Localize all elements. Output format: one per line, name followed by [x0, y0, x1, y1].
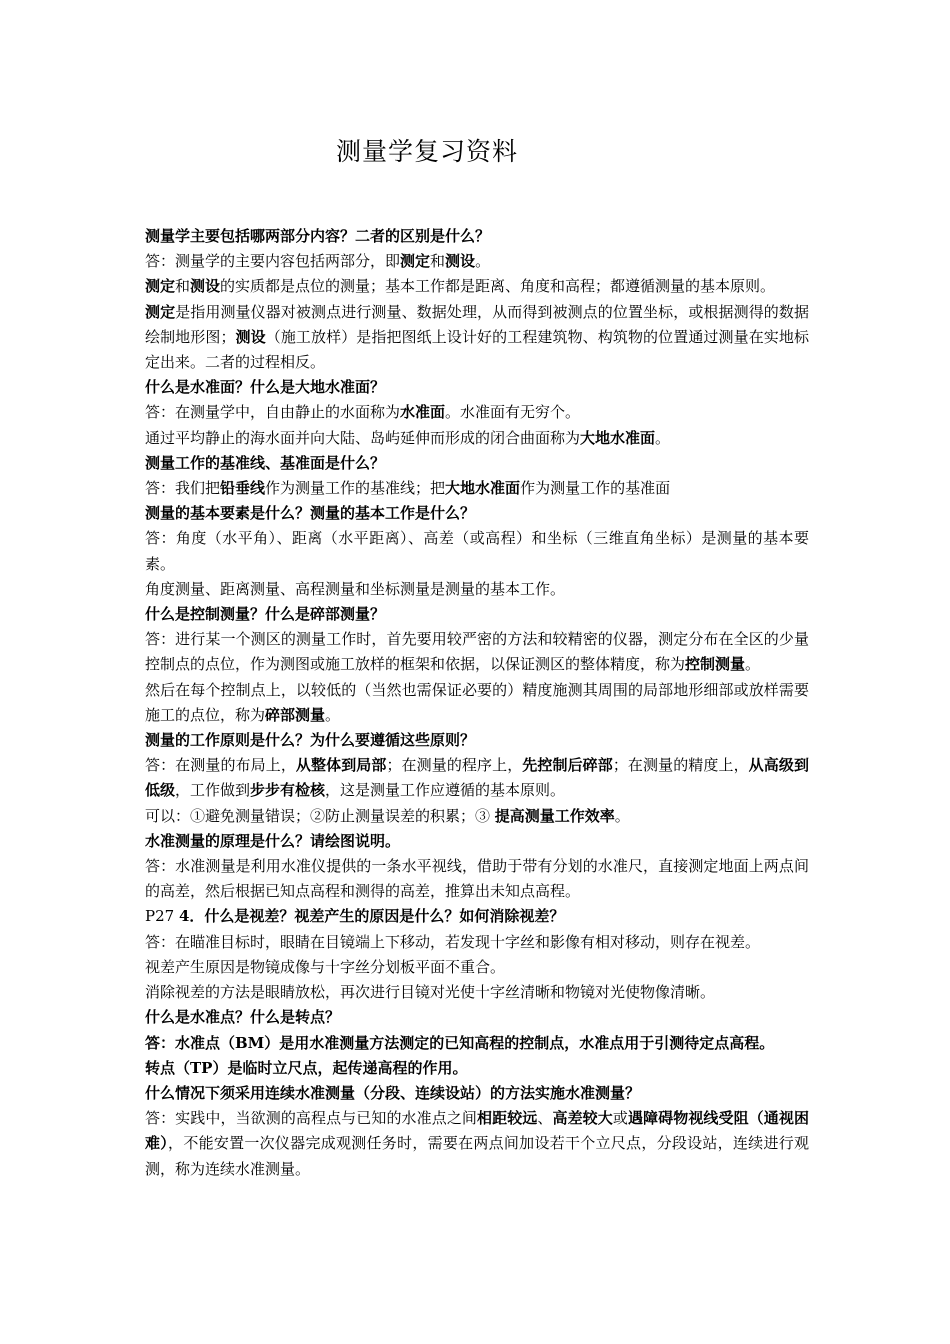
bold-text-run: 高差较大	[552, 1109, 613, 1128]
answer-paragraph	[145, 854, 809, 904]
question-heading	[145, 1056, 809, 1081]
document-body	[145, 224, 809, 1182]
answer-paragraph	[145, 904, 809, 929]
bold-text-run: 控制测量	[685, 655, 746, 674]
text-run: ；在测量的程序上，	[386, 756, 523, 775]
text-run: 。	[745, 655, 761, 674]
question-heading	[145, 1005, 809, 1030]
question-heading	[145, 1031, 809, 1056]
bold-text-run: 水准测量的原理是什么？请绘图说明。	[145, 831, 401, 850]
text-run: ；在测量的精度上，	[612, 756, 749, 775]
bold-text-run: 测设	[445, 252, 476, 271]
bold-text-run: 测量学主要包括哪两部分内容？二者的区别是什么？	[145, 227, 491, 245]
bold-text-run: 4．什么是视差？视差产生的原因是什么？如何消除视差？	[178, 907, 565, 926]
text-run: 、	[537, 1109, 553, 1128]
bold-text-run: 测量的工作原则是什么？为什么要遵循这些原则？	[145, 731, 476, 750]
bold-text-run: 什么情况下须采用连续水准测量（分段、连续设站）的方法实施水准测量？	[145, 1083, 641, 1102]
text-run: 答：实践中，当欲测的高程点与已知的水准点之间	[145, 1109, 478, 1128]
question-heading	[145, 375, 809, 400]
answer-paragraph	[145, 274, 809, 299]
bold-text-run: 什么是控制测量？什么是碎部测量？	[145, 605, 386, 624]
text-run: 作为测量工作的基准面	[520, 479, 671, 498]
bold-text-run: 从高级到低级	[145, 756, 809, 800]
answer-paragraph	[145, 930, 809, 955]
bold-text-run: 步步有检核	[250, 781, 326, 800]
text-run: ，工作做到	[175, 781, 251, 800]
text-run: 的实质都是点位的测量；基本工作都是距离、角度和高程；都遵循测量的基本原则。	[220, 277, 776, 296]
text-run: ，这是测量工作应遵循的基本原则。	[325, 781, 566, 800]
text-run: 或	[612, 1109, 628, 1128]
bold-text-run: 测量的基本要素是什么？测量的基本工作是什么？	[145, 504, 476, 523]
bold-text-run: 什么是水准面？什么是大地水准面？	[145, 378, 386, 397]
bold-text-run: 先控制后碎部	[522, 756, 613, 775]
answer-paragraph	[145, 753, 809, 803]
bold-text-run: 大地水准面	[445, 479, 521, 498]
question-heading	[145, 501, 809, 526]
text-run: 是指用测量仪器对被测点进行测量、数据处理，从而得到被测点的位置坐标，或根据测得的数据绘制地形图；	[145, 302, 809, 346]
bold-text-run: 测定	[145, 277, 176, 296]
bold-text-run: 测定	[145, 302, 176, 321]
answer-paragraph	[145, 678, 809, 728]
bold-text-run: 测量工作的基准线、基准面是什么？	[145, 453, 386, 472]
question-heading	[145, 829, 809, 854]
answer-paragraph	[145, 400, 809, 425]
answer-paragraph	[145, 526, 809, 576]
answer-paragraph	[145, 426, 809, 451]
text-run: ，不能安置一次仪器完成观测任务时，需要在两点间加设若干个立尺点，分段设站，连续进行观测，称为连续水准测量。	[145, 1134, 809, 1178]
text-run: 答：我们把	[145, 479, 221, 498]
text-run: 可以：①避免测量错误；②防止测量误差的积累；③	[145, 806, 495, 825]
text-run: 答：在瞄准目标时，眼睛在目镜端上下移动，若发现十字丝和影像有相对移动，则存在视差。	[145, 932, 761, 951]
bold-text-run: 提高测量工作效率	[494, 806, 615, 825]
bold-text-run: 遇障碍物视线受阻（通视困难）	[145, 1109, 809, 1153]
bold-text-run: 相距较远	[477, 1109, 538, 1128]
answer-paragraph	[145, 627, 809, 677]
answer-paragraph	[145, 804, 809, 829]
bold-text-run: 什么是水准点？什么是转点？	[145, 1008, 341, 1027]
text-run: 。	[614, 806, 630, 825]
question-heading	[145, 728, 809, 753]
text-run: 。	[325, 705, 341, 724]
text-run: 答：进行某一个测区的测量工作时，首先要用较严密的方法和较精密的仪器，测定分布在全区的少量控制点的点位，作为测图或施工放样的框架和依据，以保证测区的整体精度，称为	[145, 630, 809, 674]
text-run: （施工放样）是指把图纸上设计好的工程建筑物、构筑物的位置通过测量在实地标定出来。二者的过程相反。	[145, 327, 809, 372]
document-title: 测量学复习资料	[336, 137, 519, 166]
text-run: 消除视差的方法是眼睛放松，再次进行目镜对光使十字丝清晰和物镜对光使物像清晰。	[145, 983, 716, 1002]
text-run: 通过平均静止的海水面并向大陆、岛屿延伸而形成的闭合曲面称为	[145, 428, 581, 447]
text-run: 视差产生原因是物镜成像与十字丝分划板平面不重合。	[145, 957, 506, 976]
text-run: P27	[145, 907, 179, 926]
question-heading	[145, 224, 809, 249]
bold-text-run: 碎部测量	[265, 705, 326, 724]
answer-paragraph	[145, 1106, 809, 1182]
text-run: 和	[175, 277, 191, 296]
text-run: 。	[475, 252, 491, 271]
bold-text-run: 铅垂线	[220, 479, 266, 498]
text-run: 作为测量工作的基准线；把	[265, 479, 446, 498]
text-run: 。水准面有无穷个。	[445, 403, 581, 422]
answer-paragraph	[145, 577, 809, 602]
question-heading	[145, 451, 809, 476]
bold-text-run: 测定	[400, 252, 431, 271]
answer-paragraph	[145, 955, 809, 980]
text-run: 答：在测量学中，自由静止的水面称为	[145, 403, 401, 422]
text-run: 答：水准测量是利用水准仪提供的一条水平视线，借助于带有分划的水准尺，直接测定地面上两点间的高差，然后根据已知点高程和测得的高差，推算出未知点高程。	[145, 857, 809, 901]
question-heading	[145, 602, 809, 627]
bold-text-run: 大地水准面	[580, 428, 656, 447]
text-run: 。	[655, 428, 671, 447]
text-run: 和	[430, 252, 446, 271]
answer-paragraph	[145, 249, 809, 274]
bold-text-run: 转点（TP）是临时立尺点，起传递高程的作用。	[145, 1058, 468, 1077]
bold-text-run: 测设	[235, 327, 266, 346]
bold-text-run: 水准面	[400, 403, 446, 422]
bold-text-run: 从整体到局部	[295, 756, 387, 775]
question-heading	[145, 1081, 809, 1106]
answer-paragraph	[145, 300, 809, 376]
answer-paragraph	[145, 476, 809, 501]
text-run: 角度测量、距离测量、高程测量和坐标测量是测量的基本工作。	[145, 579, 566, 598]
bold-text-run: 测设	[190, 277, 221, 296]
text-run: 然后在每个控制点上，以较低的（当然也需保证必要的）精度施测其周围的局部地形细部或放样需要施工的点位，称为	[145, 680, 809, 724]
bold-text-run: 答：水准点（BM）是用水准测量方法测定的已知高程的控制点，水准点用于引测待定点高程。	[145, 1033, 775, 1052]
answer-paragraph	[145, 980, 809, 1005]
text-run: 答：角度（水平角）、距离（水平距离）、高差（或高程）和坐标（三维直角坐标）是测量的基本要素。	[145, 529, 809, 573]
text-run: 答：测量学的主要内容包括两部分，即	[145, 252, 401, 271]
text-run: 答：在测量的布局上，	[145, 756, 296, 775]
